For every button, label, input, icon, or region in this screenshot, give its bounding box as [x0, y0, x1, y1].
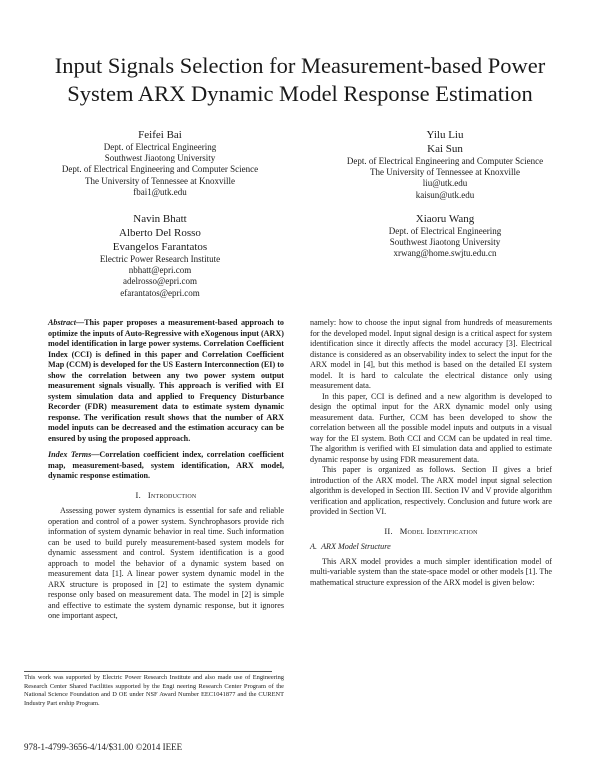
author-affiliation: Dept. of Electrical Engineering and Computer Science: [61, 164, 259, 175]
section-heading-introduction: [48, 490, 284, 501]
author-affiliation: Electric Power Research Institute: [99, 254, 221, 264]
author-affiliation: The University of Tennessee at Knoxville: [370, 167, 520, 178]
section-title: Model Identification: [399, 525, 478, 536]
section-number: II.: [384, 525, 393, 536]
right-column: [310, 318, 552, 588]
abstract: [48, 318, 284, 444]
index-terms-text: —Correlation coefficient index, correlation coefficient map, measurement-based, system identification, ARX model, dynamic response estimation.: [48, 450, 284, 480]
author-name: Evangelos Farantatos: [112, 241, 208, 253]
author-name: Kai Sun: [427, 143, 463, 155]
author-affiliation: Southwest Jiaotong University: [389, 237, 501, 248]
paper-title: [20, 52, 580, 108]
intro-paragraph-3: This paper is organized as follows. Section II gives a brief introduction of the ARX model. The ARX model input signal selection algorithm is developed in Section III. Section IV and V provide algorithm verification and application, respectively. Conclusion and future work are provided in Section VI.: [310, 465, 552, 516]
abstract-text: —This paper proposes a measurement-based approach to optimize the inputs of Auto-Regressive with eXogenous input (ARX) model identification in large power systems. Correlation Coefficient Index (CCI) is defined in this paper and Correlation Coefficient Map (CCM) is developed for the US Eastern Interconnection (EI) to show the correlation between any two power system output measurement signals visually. This approach is verified with EI system simulation data and applied to Frequency Disturbance Recorder (FDR) measurement data to estimate system dynamic response. The verification result shows that the number of ARX model inputs can be decreased and the estimation accuracy can be ensured by using the proposed approach.: [48, 318, 284, 443]
section-title: Introduction: [147, 489, 197, 500]
author-affiliation: The University of Tennessee at Knoxville: [85, 175, 235, 186]
index-terms-label: Index Terms: [48, 450, 92, 459]
title-line-2: System ARX Dynamic Model Response Estimation: [67, 81, 533, 106]
abstract-label: Abstract: [48, 318, 76, 327]
intro-paragraph-2: In this paper, CCI is defined and a new algorithm is developed to design the optimal input for the ARX dynamic model only using measurement data. Further, CCM has been developed to show the correlation between all the possible model inputs and outputs in a visual way for the EI system. Both CCI and CCM can be updated in real time. The algorithm is verified with EI simulation data and applied to estimate dynamic response by using FDR measurement data.: [310, 391, 552, 464]
author-affiliation: Dept. of Electrical Engineering: [103, 142, 217, 152]
author-email: liu@utk.edu: [422, 178, 468, 189]
footnote-rule: [24, 671, 272, 672]
intro-paragraph-1: Assessing power system dynamics is essential for safe and reliable operation and control of a power system. Synchrophasors provide rich information of system dynamic behavior in real time. Such information can be used to build purely measurement-based system models for dynamic assessment and control. System identification is a good approach to model the behavior of a dynamic system based on measurement data [1]. A linear power system dynamic model in the ARX structure is proposed in [2] to estimate the system dynamic response only based on measurement data. The model in [2] is simple and effective to estimate the system dynamic response, but it ignores one important aspect,: [48, 506, 284, 620]
left-column: [48, 318, 284, 622]
footnote: This work was supported by Electric Power Research Institute and also made use of Engineering Research Center Shared Facilities supported by the Engi neering Research Center Program of the National Science Foundation and D OE under NSF Award Number EEC1041877 and the CURENT Industry Part ership Program.: [24, 674, 284, 707]
model-paragraph-1: This ARX model provides a much simpler identification model of multi-variable system than the state-space model or other models [1]. The mathematical structure expression of the ARX model is given below:: [310, 556, 552, 587]
author-email: adelrosso@epri.com: [122, 276, 198, 287]
author-email: nbhatt@epri.com: [128, 265, 192, 276]
author-block-bhatt: [30, 212, 290, 299]
author-name: Xiaoru Wang: [415, 213, 475, 225]
author-name: Navin Bhatt: [133, 213, 187, 225]
author-email: fbai1@utk.edu: [133, 186, 187, 197]
author-name: Yilu Liu: [426, 129, 464, 141]
author-affiliation: Southwest Jiaotong University: [104, 153, 216, 164]
author-name: Feifei Bai: [138, 129, 182, 141]
title-line-1: Input Signals Selection for Measurement-based Power: [54, 53, 546, 78]
isbn-copyright: 978-1-4799-3656-4/14/$31.00 ©2014 IEEE: [24, 742, 183, 752]
author-affiliation: Dept. of Electrical Engineering: [388, 226, 502, 236]
author-affiliation: Dept. of Electrical Engineering and Computer Science: [346, 156, 544, 166]
section-number: I.: [135, 489, 141, 500]
author-block-liu: [310, 128, 580, 201]
author-email: kaisun@utk.edu: [415, 189, 475, 200]
subsection-title: ARX Model Structure: [321, 542, 391, 551]
author-block-bai: [30, 128, 290, 198]
index-terms: [48, 450, 284, 482]
intro-paragraph-1-continued: namely: how to choose the input signal from hundreds of measurements for the developed model. Input signal design is a critical aspect for system identification since it directly affects the model accuracy [3]. Electrical distance is considered as an observability index to select the input for the ARX model in [4], but this method is based on the detailed EI system model. It is hard to calculate the electrical distance only using measurement data.: [310, 318, 552, 390]
section-heading-model-identification: [310, 526, 552, 537]
author-name: Alberto Del Rosso: [119, 227, 201, 239]
author-block-wang: [310, 212, 580, 260]
subsection-label: A.: [310, 542, 317, 551]
author-email: efarantatos@epri.com: [120, 287, 200, 298]
author-email: xrwang@home.swjtu.edu.cn: [393, 248, 497, 259]
subsection-heading-arx-model-structure: [310, 542, 552, 553]
